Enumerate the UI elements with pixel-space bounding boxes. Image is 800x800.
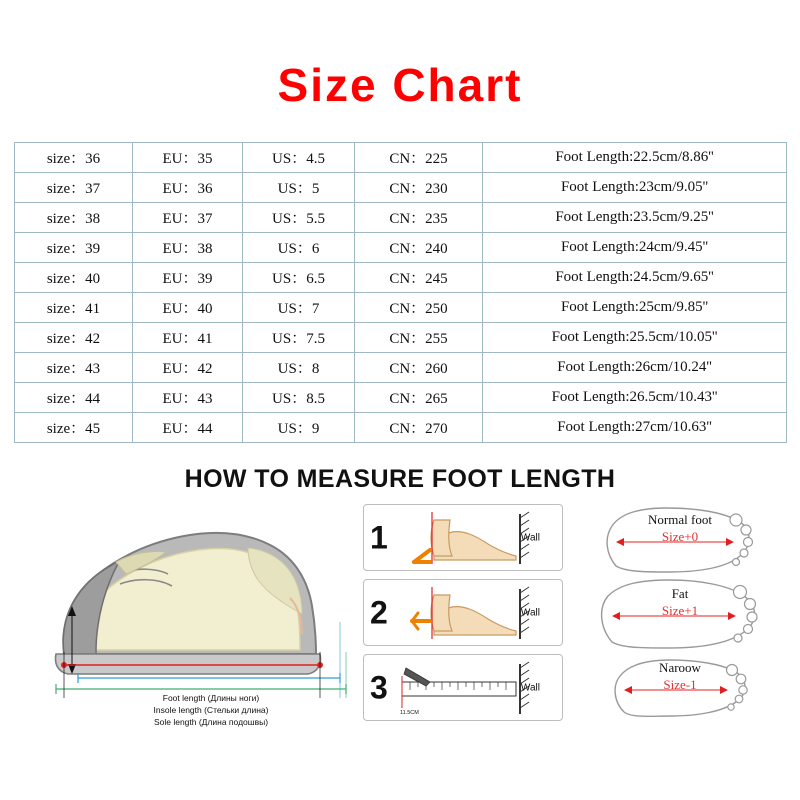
- cell-cn: CN：245: [355, 263, 483, 293]
- measure-steps: [363, 504, 563, 722]
- cell-us: US：4.5: [243, 143, 355, 173]
- foot-type-normal: [580, 502, 780, 576]
- ruler-measurement-label: 11.5CM: [400, 710, 419, 716]
- cell-eu: EU：42: [133, 353, 243, 383]
- table-row: [15, 173, 787, 203]
- cell-us: US：5.5: [243, 203, 355, 233]
- cell-eu: EU：36: [133, 173, 243, 203]
- cell-foot-length: Foot Length:23.5cm/9.25'': [483, 203, 787, 233]
- cell-cn: CN：250: [355, 293, 483, 323]
- illustrations: [0, 502, 800, 737]
- cell-foot-length: Foot Length:25.5cm/10.05'': [483, 323, 787, 353]
- cell-cn: CN：240: [355, 233, 483, 263]
- table-row: [15, 143, 787, 173]
- step-3: [363, 654, 563, 721]
- cell-cn: CN：235: [355, 203, 483, 233]
- foot-type-name: Normal foot: [648, 512, 712, 527]
- table-row: [15, 203, 787, 233]
- cell-size: size：41: [15, 293, 133, 323]
- cell-eu: EU：35: [133, 143, 243, 173]
- wall-label: Wall: [520, 532, 540, 543]
- cell-foot-length: Foot Length:26.5cm/10.43'': [483, 383, 787, 413]
- cell-foot-length: Foot Length:23cm/9.05'': [483, 173, 787, 203]
- cell-eu: EU：40: [133, 293, 243, 323]
- cell-foot-length: Foot Length:24.5cm/9.65'': [483, 263, 787, 293]
- cell-size: size：39: [15, 233, 133, 263]
- cell-cn: CN：265: [355, 383, 483, 413]
- foot-type-size: Size+0: [661, 529, 699, 544]
- wall-label: Wall: [520, 607, 540, 618]
- cell-foot-length: Foot Length:27cm/10.63'': [483, 413, 787, 443]
- step-2: [363, 579, 563, 646]
- cell-foot-length: Foot Length:24cm/9.45'': [483, 233, 787, 263]
- foot-type-name: Fat: [671, 586, 689, 601]
- table-row: [15, 293, 787, 323]
- cell-size: size：37: [15, 173, 133, 203]
- foot-type-name: Naroow: [659, 660, 701, 675]
- foot-type-fat: [580, 576, 780, 650]
- legend-sole-length: Sole length (Длина подошвы): [153, 717, 269, 727]
- cell-foot-length: Foot Length:26cm/10.24'': [483, 353, 787, 383]
- cell-foot-length: Foot Length:22.5cm/8.86'': [483, 143, 787, 173]
- section-heading: HOW TO MEASURE FOOT LENGTH: [184, 465, 616, 493]
- legend-insole-length: Insole length (Стельки длина): [153, 705, 269, 715]
- table-row: [15, 263, 787, 293]
- cell-us: US：9: [243, 413, 355, 443]
- cell-size: size：45: [15, 413, 133, 443]
- step-number: 3: [370, 669, 388, 705]
- cell-us: US：8.5: [243, 383, 355, 413]
- page-title: Size Chart: [277, 59, 523, 111]
- cell-eu: EU：44: [133, 413, 243, 443]
- cell-cn: CN：270: [355, 413, 483, 443]
- foot-type-size: Size+1: [661, 603, 699, 618]
- cell-us: US：5: [243, 173, 355, 203]
- size-table: [14, 142, 787, 443]
- cell-size: size：38: [15, 203, 133, 233]
- cell-size: size：43: [15, 353, 133, 383]
- step-number: 1: [370, 519, 388, 555]
- legend-foot-length: Foot length (Длины ноги): [162, 693, 260, 703]
- cell-us: US：8: [243, 353, 355, 383]
- wall-label: Wall: [520, 682, 540, 693]
- cell-eu: EU：43: [133, 383, 243, 413]
- foot-types: [580, 502, 785, 730]
- cell-us: US：7.5: [243, 323, 355, 353]
- size-table-wrap: [0, 142, 800, 443]
- cell-size: size：36: [15, 143, 133, 173]
- table-row: [15, 323, 787, 353]
- step-number: 2: [370, 594, 388, 630]
- cell-cn: CN：230: [355, 173, 483, 203]
- cell-cn: CN：260: [355, 353, 483, 383]
- cell-us: US：6: [243, 233, 355, 263]
- table-row: [15, 383, 787, 413]
- foot-type-size: Size-1: [663, 677, 697, 692]
- cell-eu: EU：38: [133, 233, 243, 263]
- table-row: [15, 413, 787, 443]
- cell-cn: CN：255: [355, 323, 483, 353]
- table-row: [15, 233, 787, 263]
- cell-eu: EU：37: [133, 203, 243, 233]
- cell-size: size：40: [15, 263, 133, 293]
- cell-cn: CN：225: [355, 143, 483, 173]
- shoe-legend: [86, 692, 336, 728]
- cell-foot-length: Foot Length:25cm/9.85'': [483, 293, 787, 323]
- size-table-body: [15, 143, 787, 443]
- cell-size: size：44: [15, 383, 133, 413]
- cell-eu: EU：39: [133, 263, 243, 293]
- cell-us: US：7: [243, 293, 355, 323]
- cell-us: US：6.5: [243, 263, 355, 293]
- foot-type-narrow: [580, 650, 780, 724]
- shoe-diagram: [20, 502, 350, 732]
- table-row: [15, 353, 787, 383]
- cell-eu: EU：41: [133, 323, 243, 353]
- step-1: [363, 504, 563, 571]
- shoe-cross-section-icon: [20, 502, 350, 702]
- cell-size: size：42: [15, 323, 133, 353]
